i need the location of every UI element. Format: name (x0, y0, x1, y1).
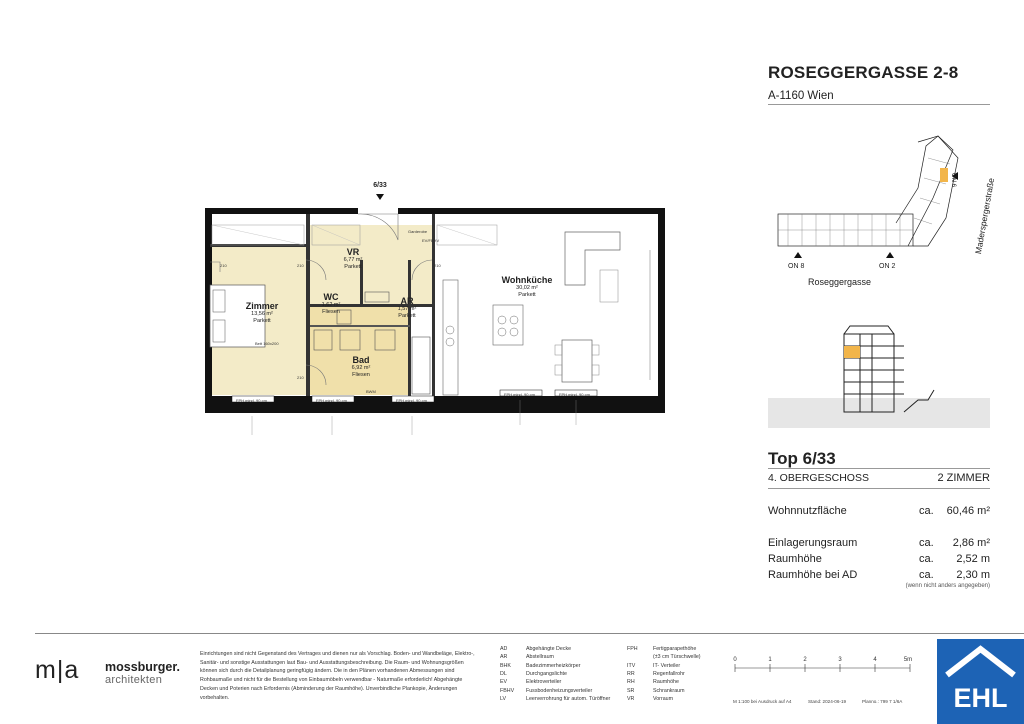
divider (768, 104, 990, 105)
legend-left (500, 645, 610, 703)
unit-rooms: 2 ZIMMER (937, 472, 990, 484)
legend-text: (±3 cm Türschwelle) (653, 654, 701, 661)
room-name: AR (400, 296, 414, 306)
raumhoehe-ad-label: Raumhöhe bei AD (768, 569, 858, 581)
wohnkueche-fill (435, 225, 655, 395)
legend-text: Abstellraum (526, 654, 554, 661)
legend-abbr: FPH (627, 646, 638, 652)
legend-row (500, 645, 610, 653)
plan-number: Planno.: 799 7 1/6A (862, 699, 903, 704)
legend-abbr: AR (500, 654, 508, 661)
divider (768, 468, 990, 469)
bathtub-icon (412, 337, 430, 394)
site-plan (768, 128, 997, 293)
legend-row (627, 687, 701, 695)
fph-label: FPH mind. 90 cm (316, 398, 347, 403)
unit-marker-icon (376, 194, 384, 200)
scale-tick-label: 3 (838, 657, 842, 663)
room-floor: Parkett (398, 312, 416, 319)
legend-abbr: RH (627, 679, 635, 686)
legend-row (627, 662, 701, 670)
door-height-label: 210 (297, 375, 304, 380)
legend-text: Raumhöhe (653, 679, 679, 686)
raumhoehe-value: 2,52 m (956, 553, 990, 565)
scale-tick-label: 1 (768, 657, 772, 663)
legend-text: Elektroverteiler (526, 679, 562, 686)
floor-plan (200, 180, 670, 435)
unit-highlight (940, 168, 948, 182)
room-floor: Parkett (253, 317, 271, 324)
legend-right (627, 645, 701, 703)
legend-row (500, 695, 610, 703)
unit-floor: 4. OBERGESCHOSS (768, 472, 869, 484)
room-name: Bad (352, 355, 370, 365)
room-area: 6,77 m² (343, 257, 363, 264)
scale-tick-label: 4 (873, 657, 877, 663)
room-name: Wohnküche (501, 275, 553, 285)
footer-divider (35, 633, 1024, 634)
legend-text: Durchgangslichte (526, 671, 567, 678)
unit-title: Top 6/33 (768, 449, 836, 468)
room-floor: Parkett (344, 263, 362, 270)
entrance-marker-icon (794, 252, 802, 258)
site-on8-label: ON 8 (788, 263, 805, 270)
legend-row (500, 670, 610, 678)
scale-tick-label: 5m (903, 657, 913, 663)
wohnnutzflaeche-ca: ca. (919, 505, 934, 517)
room-floor: Fliesen (322, 308, 340, 315)
room-floor: Parkett (518, 291, 536, 298)
architect-logo-mark: m|a (35, 656, 80, 684)
legend-row (627, 670, 701, 678)
legend-text: Regenfallrohr (653, 671, 685, 678)
legend-abbr: DL (500, 671, 507, 678)
room-name: Zimmer (245, 301, 279, 311)
raumhoehe-ad-value: 2,30 m (956, 569, 990, 581)
door-height-label: 210 (434, 263, 441, 268)
room-name: WC (323, 292, 339, 302)
legend-row (627, 645, 701, 653)
raumhoehe-label: Raumhöhe (768, 553, 822, 565)
fph-label: FPH mind. 90 cm (396, 398, 427, 403)
ehl-logo-text: EHL (953, 683, 1008, 713)
bwm-label: BWM (366, 389, 376, 394)
raumhoehe-ca: ca. (919, 553, 934, 565)
street-maderspergerstrasse: Maderspergerstraße (973, 177, 997, 255)
legend-text: Fertigparapethöhe (653, 646, 697, 652)
room-wc (312, 292, 350, 315)
fph-label: FPH mind. 90 cm (236, 398, 267, 403)
raumhoehe-note: (wenn nicht anders angegeben) (905, 583, 990, 589)
legend-abbr: BHK (500, 662, 511, 669)
building-section-drawing (768, 320, 990, 428)
legend-text: Fussbodenheizungsverteiler (526, 687, 593, 694)
legend-row (627, 695, 701, 703)
legend-row (627, 653, 701, 661)
raumhoehe-ad-ca: ca. (919, 569, 934, 581)
legend-text: Vorraum (653, 696, 674, 703)
legend-row (500, 653, 610, 661)
door-height-label: 210 (220, 263, 227, 268)
fph-label: FPH mind. 90 cm (504, 392, 535, 397)
legend-abbr: EV (500, 679, 508, 686)
wohnnutzflaeche-value: 60,46 m² (946, 505, 990, 517)
site-on6-label: ON 6 (950, 173, 956, 188)
room-ar (392, 296, 422, 319)
garderobe-label: Garderobe (408, 229, 428, 234)
legend-abbr: LV (500, 696, 507, 703)
divider (768, 488, 990, 489)
room-vr (337, 247, 369, 270)
floor-highlight (844, 346, 860, 358)
legend-abbr: VR (627, 696, 635, 703)
disclaimer-text: Einrichtungen sind nicht Gegenstand des Vertrages und dienen nur als Vorschlag. Boden- und Wandbeläge, Elektro-, Sanitär- und sonstige Ausstattungen laut Bau- und Ausstattungsbeschreibung. Die Raum- und Wohnungsgrößen können sich durch die Detailplanung geringfügig ändern. Die in den Plänen vorhandenen Abmessungen sind Rohbaumaße und nicht für die Bestellung von Einbaumöbeln verwendbar - Naturmaße erforderlich! Abgehängte Decken und Poterien nach Erfordernis (Abminderung der Raumhöhe). Unverbindliche Plankopie, Änderungen vorbehalten. (200, 651, 475, 701)
ev-label: EV/FBHV (422, 238, 440, 243)
street-roseggergasse: Roseggergasse (808, 277, 872, 287)
legend-row (500, 687, 610, 695)
site-on2-label: ON 2 (879, 263, 896, 270)
fph-label: FPH mind. 90 cm (559, 392, 590, 397)
scale-bar (730, 654, 915, 674)
legend-text: Schrankraum (653, 687, 685, 694)
legend-row (627, 678, 701, 686)
architect-logo-sub: architekten (105, 674, 163, 686)
ehl-logo (937, 639, 1024, 724)
room-floor: Fliesen (352, 371, 370, 378)
legend-abbr: RR (627, 671, 635, 678)
legend-text: Leerverrohrung für autom. Türöffner (526, 696, 611, 703)
bett-label: Bett 160x200 (255, 341, 279, 346)
building-section (768, 320, 990, 428)
legend-text: Badezimmerheizkörper (526, 662, 581, 669)
legend-abbr: AD (500, 646, 508, 652)
legend-abbr: FBHV (500, 687, 515, 694)
einlagerungsraum-value: 2,86 m² (952, 537, 990, 549)
unit-marker-label: 6/33 (373, 182, 387, 189)
room-area: 1,62 m² (321, 302, 341, 309)
stand-date: Stand: 2024-06-19 (808, 699, 847, 704)
project-title: ROSEGGERGASSE 2-8 (768, 63, 959, 82)
legend-abbr (627, 653, 653, 661)
wohnnutzflaeche-label: Wohnnutzfläche (768, 505, 847, 517)
entrance-marker-icon (886, 252, 894, 258)
project-address: A-1160 Wien (768, 90, 834, 102)
scale-tick-label: 2 (803, 657, 807, 663)
room-area: 30,02 m² (516, 285, 538, 292)
scale-note: M 1:100 bei Ausdruck auf A4 (733, 699, 792, 704)
room-area: 6,92 m² (351, 365, 371, 372)
room-area: 1,57 m² (397, 306, 417, 313)
einlagerungsraum-ca: ca. (919, 537, 934, 549)
scale-tick-label: 0 (733, 657, 737, 663)
legend-row (500, 662, 610, 670)
legend-abbr: SR (627, 687, 635, 694)
einlagerungsraum-label: Einlagerungsraum (768, 537, 858, 549)
room-name: VR (346, 247, 360, 257)
room-bad (342, 355, 380, 378)
room-wohnkueche (497, 275, 557, 298)
legend-row (500, 678, 610, 686)
room-zimmer (238, 301, 286, 324)
legend-text: Abgehängte Decke (526, 646, 572, 652)
architect-logo-name: mossburger. (105, 660, 181, 674)
legend-abbr: ITV (627, 662, 636, 669)
room-area: 13,56 m² (251, 311, 273, 318)
door-height-label: 210 (297, 263, 304, 268)
legend-text: IT- Verteiler (653, 662, 681, 669)
